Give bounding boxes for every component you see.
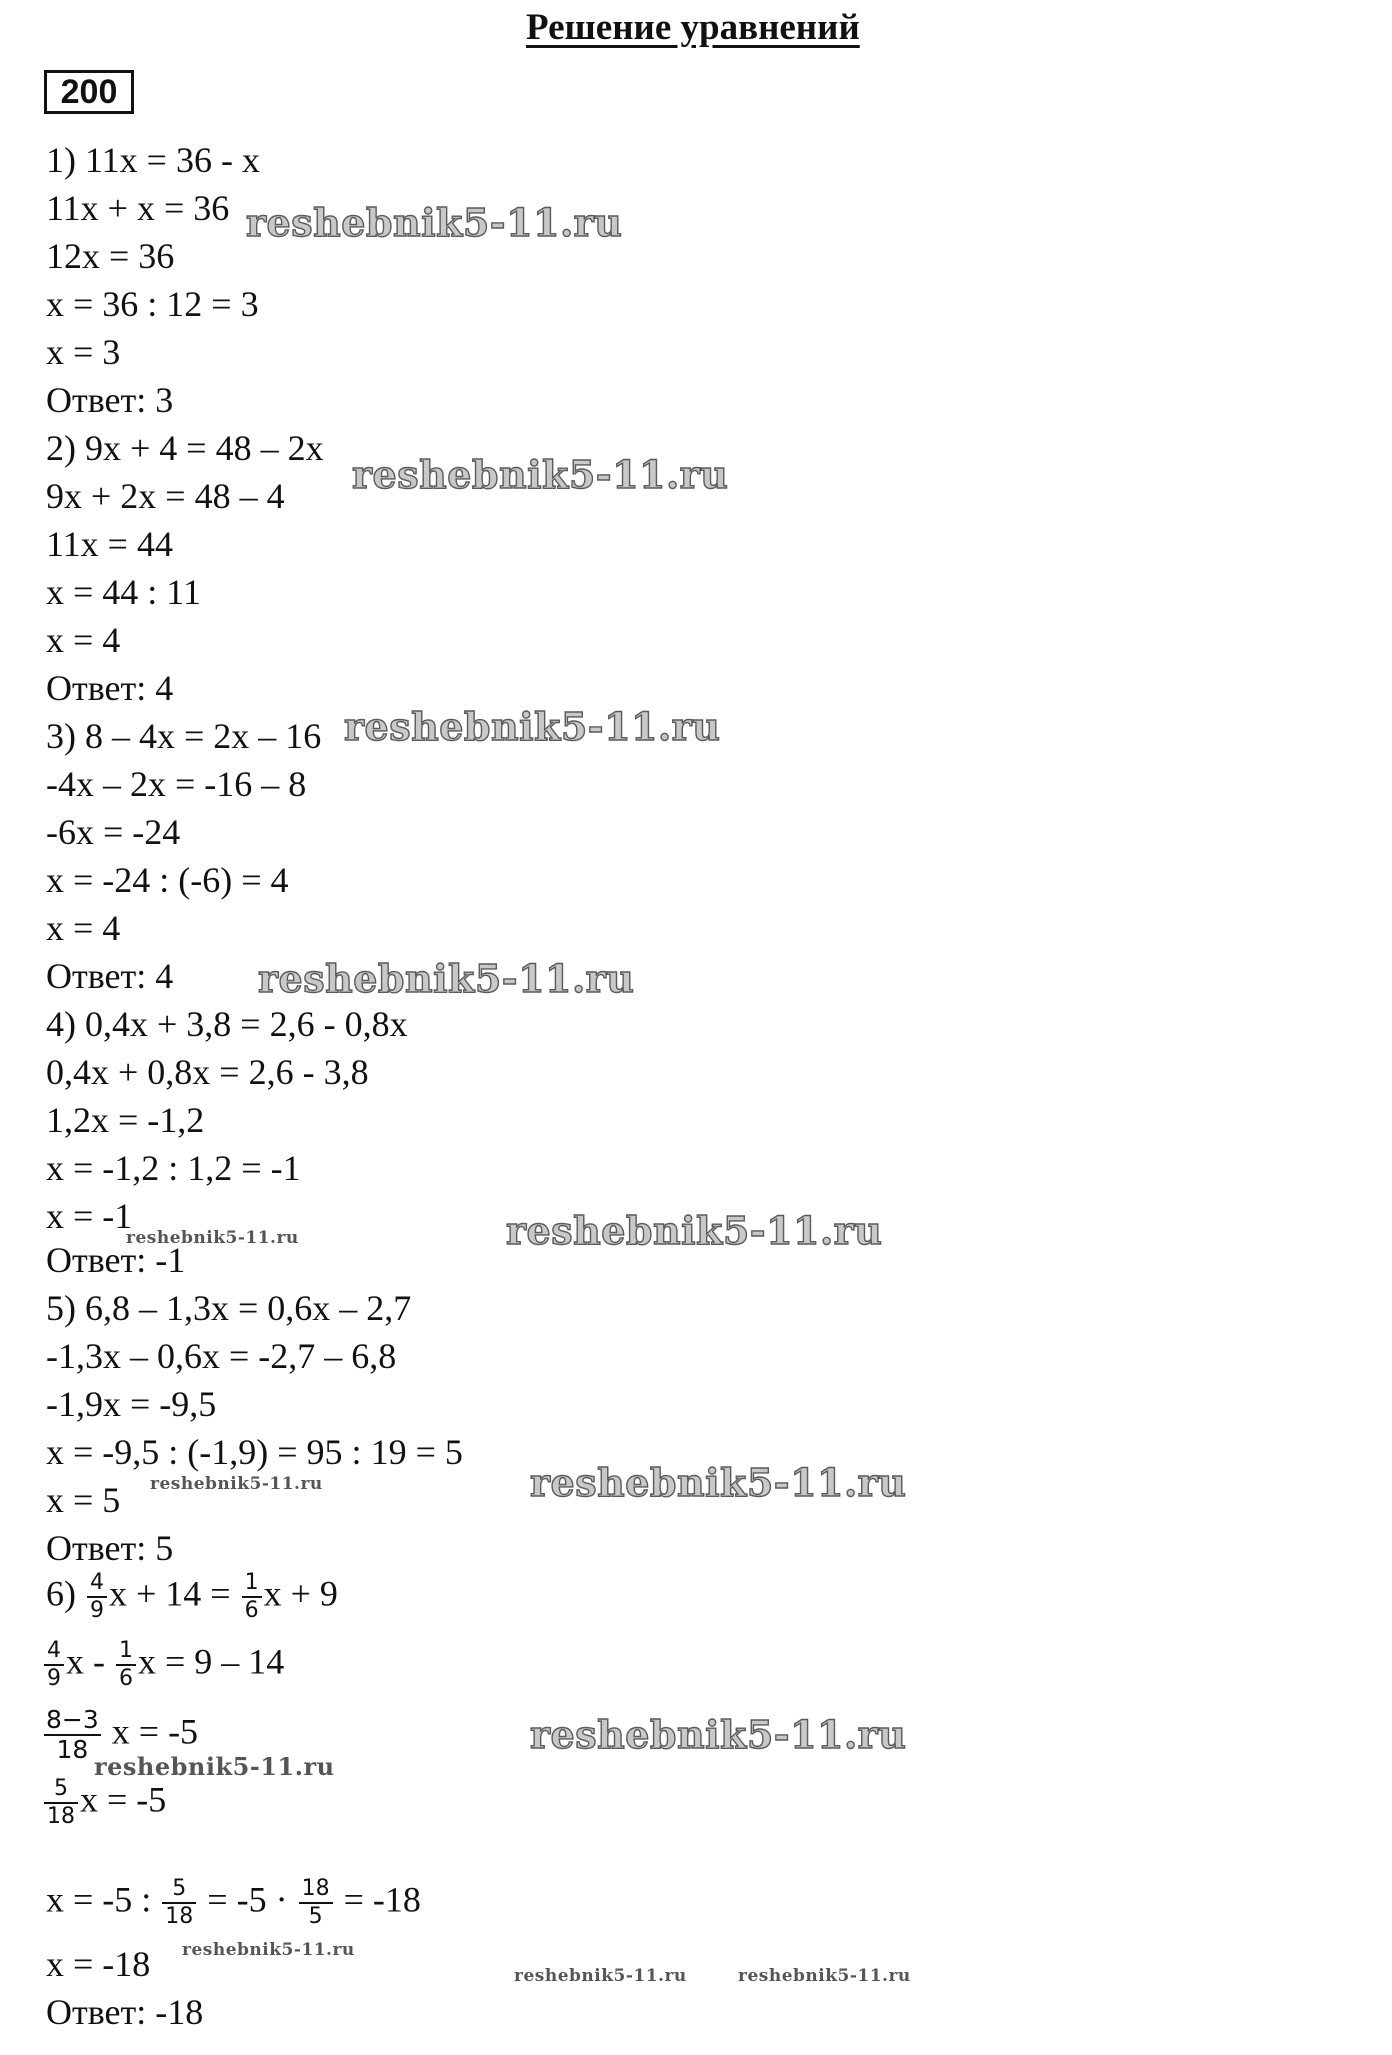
- answer-line: Ответ: 5: [46, 1528, 174, 1568]
- fraction-numerator: 8−3: [46, 1705, 99, 1734]
- fraction-denominator: 6: [119, 1666, 133, 1691]
- watermark: reshebnik5-11.ru: [94, 1752, 335, 1781]
- watermark: reshebnik5-11.ru: [352, 452, 729, 497]
- watermark: reshebnik5-11.ru: [126, 1228, 299, 1248]
- watermark: reshebnik5-11.ru: [530, 1460, 907, 1505]
- watermark: reshebnik5-11.ru: [344, 704, 721, 749]
- equation-text: x + 14 =: [109, 1573, 231, 1614]
- solution-line: [42, 1638, 284, 1692]
- equation-5-statement: 5) 6,8 – 1,3x = 0,6x – 2,7: [46, 1288, 412, 1328]
- solution-line: x = -9,5 : (-1,9) = 95 : 19 = 5: [46, 1432, 463, 1472]
- solution-line: -4x – 2x = -16 – 8: [46, 764, 307, 804]
- solution-line: x = 36 : 12 = 3: [46, 284, 259, 324]
- fraction: [162, 1876, 196, 1930]
- equation-1-statement: 1) 11x = 36 - x: [46, 140, 260, 180]
- equation-6-statement: [46, 1570, 338, 1624]
- fraction-numerator: 18: [299, 1876, 333, 1904]
- fraction-denominator: 9: [47, 1666, 61, 1691]
- fraction: [44, 1706, 101, 1764]
- answer-line: Ответ: 4: [46, 956, 174, 996]
- solution-line: 11x = 44: [46, 524, 173, 564]
- fraction-denominator: 6: [244, 1598, 259, 1623]
- fraction-denominator: 18: [165, 1904, 194, 1929]
- watermark: reshebnik5-11.ru: [150, 1474, 323, 1494]
- answer-line: Ответ: 4: [46, 668, 174, 708]
- solution-line: x = 5: [46, 1480, 121, 1520]
- equation-text: x = 9 – 14: [138, 1641, 285, 1682]
- equation-text: x + 9: [263, 1573, 338, 1614]
- equation-4-statement: 4) 0,4x + 3,8 = 2,6 - 0,8x: [46, 1004, 408, 1044]
- solution-line: x = -18: [46, 1944, 151, 1984]
- fraction: [44, 1638, 64, 1692]
- watermark: reshebnik5-11.ru: [246, 200, 623, 245]
- equation-prefix: 6): [46, 1573, 76, 1614]
- fraction: [242, 1570, 262, 1624]
- fraction-numerator: 1: [116, 1638, 136, 1666]
- fraction-denominator: 18: [56, 1735, 89, 1764]
- fraction: [87, 1570, 107, 1624]
- watermark: reshebnik5-11.ru: [506, 1208, 883, 1253]
- watermark: reshebnik5-11.ru: [182, 1940, 355, 1960]
- solution-line: [42, 1776, 166, 1830]
- solution-line: x = -24 : (-6) = 4: [46, 860, 289, 900]
- solution-line: 0,4x + 0,8x = 2,6 - 3,8: [46, 1052, 369, 1092]
- page-title: Решение уравнений: [526, 7, 860, 48]
- equation-3-statement: 3) 8 – 4x = 2x – 16: [46, 716, 322, 756]
- fraction: [299, 1876, 333, 1930]
- answer-line: Ответ: -18: [46, 1992, 204, 2032]
- watermark: reshebnik5-11.ru: [738, 1966, 911, 1986]
- solution-line: x = -1,2 : 1,2 = -1: [46, 1148, 301, 1188]
- equation-text: = -18: [343, 1879, 421, 1920]
- solution-line: x = 4: [46, 620, 121, 660]
- fraction-numerator: 5: [44, 1776, 78, 1804]
- solution-line: -1,9x = -9,5: [46, 1384, 217, 1424]
- solution-line: x = 3: [46, 332, 121, 372]
- task-number-badge: 200: [44, 70, 134, 114]
- fraction-numerator: 4: [87, 1570, 107, 1598]
- solution-line: [46, 1876, 421, 1930]
- solution-line: 1,2x = -1,2: [46, 1100, 205, 1140]
- watermark: reshebnik5-11.ru: [530, 1712, 907, 1757]
- solution-line: -6x = -24: [46, 812, 181, 852]
- fraction-denominator: 5: [308, 1904, 323, 1929]
- fraction-numerator: 1: [242, 1570, 262, 1598]
- equation-text: x = -5: [80, 1779, 167, 1820]
- solution-line: x = 4: [46, 908, 121, 948]
- equation-text: = -5 ·: [207, 1879, 288, 1920]
- solution-line: 11x + x = 36: [46, 188, 230, 228]
- equation-2-statement: 2) 9x + 4 = 48 – 2x: [46, 428, 324, 468]
- fraction: [116, 1638, 136, 1692]
- fraction-numerator: 4: [44, 1638, 64, 1666]
- equation-text: x = -5 :: [46, 1879, 152, 1920]
- fraction: [44, 1776, 78, 1830]
- watermark: reshebnik5-11.ru: [258, 956, 635, 1001]
- answer-line: Ответ: -1: [46, 1240, 186, 1280]
- solution-line: x = 44 : 11: [46, 572, 201, 612]
- fraction-numerator: 5: [162, 1876, 196, 1904]
- solution-line: -1,3x – 0,6x = -2,7 – 6,8: [46, 1336, 397, 1376]
- solution-line: 12x = 36: [46, 236, 175, 276]
- solution-line: 9x + 2x = 48 – 4: [46, 476, 285, 516]
- watermark: reshebnik5-11.ru: [514, 1966, 687, 1986]
- equation-text: x -: [66, 1641, 105, 1682]
- fraction-denominator: 18: [47, 1804, 75, 1829]
- solution-line: x = -1: [46, 1196, 133, 1236]
- equation-text: x = -5: [111, 1711, 199, 1752]
- answer-line: Ответ: 3: [46, 380, 174, 420]
- fraction-denominator: 9: [90, 1598, 104, 1623]
